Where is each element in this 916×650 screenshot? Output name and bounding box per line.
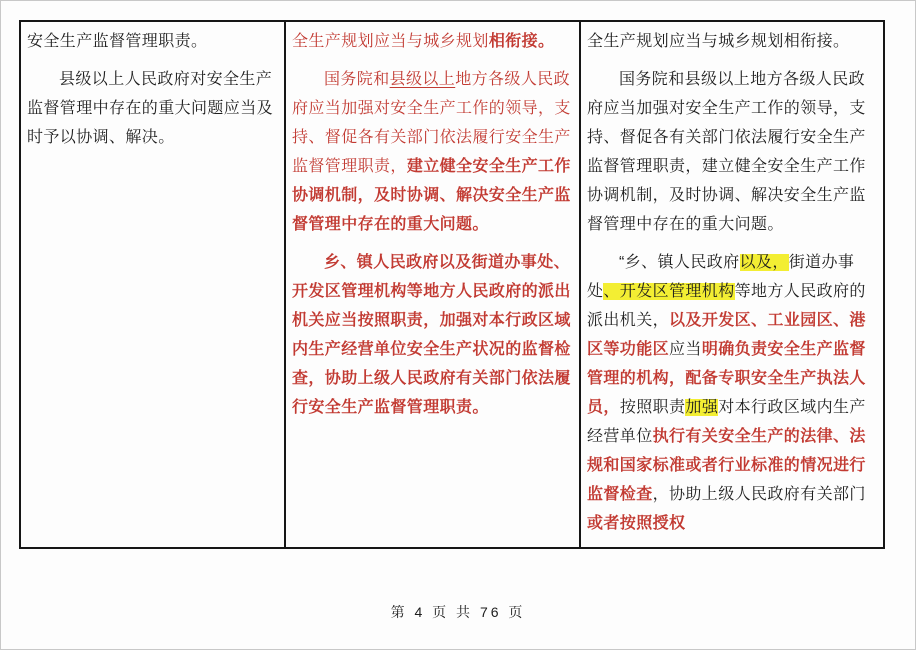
table-row bbox=[20, 21, 884, 548]
text-run-highlight: 加强 bbox=[685, 399, 719, 416]
text-run-black: ，协助上级人民政府有关部门 bbox=[652, 486, 866, 503]
paragraph bbox=[292, 65, 576, 239]
text-run-black: 县级以上人民政府对安全生产监督管理中存在的重大问题应当及时予以协调、解决。 bbox=[27, 71, 274, 146]
text-run-black: 等地方人民政府的派出机关， bbox=[587, 283, 866, 329]
text-run-red-bold: 相衔接。 bbox=[488, 33, 555, 50]
text-run-black: 安全生产监督管理职责。 bbox=[27, 33, 208, 50]
text-run-red: 国务院和 bbox=[324, 71, 390, 88]
paragraph bbox=[292, 27, 576, 56]
text-run-red: 全生产规划应当与城乡规划 bbox=[292, 33, 489, 50]
text-run-black: 街道办事处 bbox=[587, 254, 855, 300]
text-run-red-bold: 乡、镇人民政府以及街道办事处、开发区管理机构等地方人民政府的派出机关应当按照职责，加强对本行政区域内生产经营单位安全生产状况的监督检查，协助上级人民政府有关部门依法履行安全生产监督管理职责。 bbox=[292, 254, 571, 416]
text-run-highlight: 、开发区管理机构 bbox=[603, 283, 735, 300]
text-run-red-bold: 明确负责安全生产监督管理的机构，配备专职安全生产执法人员， bbox=[587, 341, 866, 416]
paragraph bbox=[27, 65, 281, 152]
text-run-red-bold: 执行有关安全生产的法律、法规和国家标准或者行业标准的情况进行监督检查 bbox=[587, 428, 866, 503]
text-run-red-bold: 建立健全安全生产工作协调机制，及时协调、解决安全生产监督管理中存在的重大问题。 bbox=[292, 158, 571, 233]
paragraph bbox=[587, 27, 880, 56]
table-cell-middle-marked-revision bbox=[285, 21, 580, 548]
paragraph bbox=[292, 248, 576, 422]
text-run-black: 应当 bbox=[669, 341, 702, 358]
table-cell-right-new-text bbox=[580, 21, 884, 548]
text-run-black: “乡、镇人民政府 bbox=[619, 254, 740, 271]
paragraph bbox=[587, 65, 880, 239]
text-run-black: 对本行政区域内生产经营单位 bbox=[587, 399, 866, 445]
paragraph bbox=[587, 248, 880, 538]
law-comparison-table bbox=[19, 20, 885, 549]
text-run-black: 全生产规划应当与城乡规划相衔接。 bbox=[587, 33, 850, 50]
paragraph bbox=[27, 27, 281, 56]
text-run-red-bold: 以及开发区、工业园区、港区等功能区 bbox=[587, 312, 866, 358]
text-run-red-bold: 或者按照授权 bbox=[587, 515, 686, 532]
text-run-highlight: 以及， bbox=[739, 254, 789, 271]
text-run-black: 国务院和县级以上地方各级人民政府应当加强对安全生产工作的领导，支持、督促各有关部门依法履行安全生产监督管理职责，建立健全安全生产工作协调机制，及时协调、解决安全生产监督管理中存在的重大问题。 bbox=[587, 71, 866, 233]
text-run-black: 按照职责 bbox=[619, 399, 686, 416]
text-run-red-underline: 县级以上 bbox=[389, 71, 456, 88]
table-cell-left-current-law bbox=[20, 21, 285, 548]
text-run-red: 地方各级人民政府应当加强对安全生产工作的领导，支持、督促各有关部门依法履行安全生产监督管理职责， bbox=[292, 71, 571, 175]
page-number: 第 4 页 共 76 页 bbox=[390, 604, 526, 620]
